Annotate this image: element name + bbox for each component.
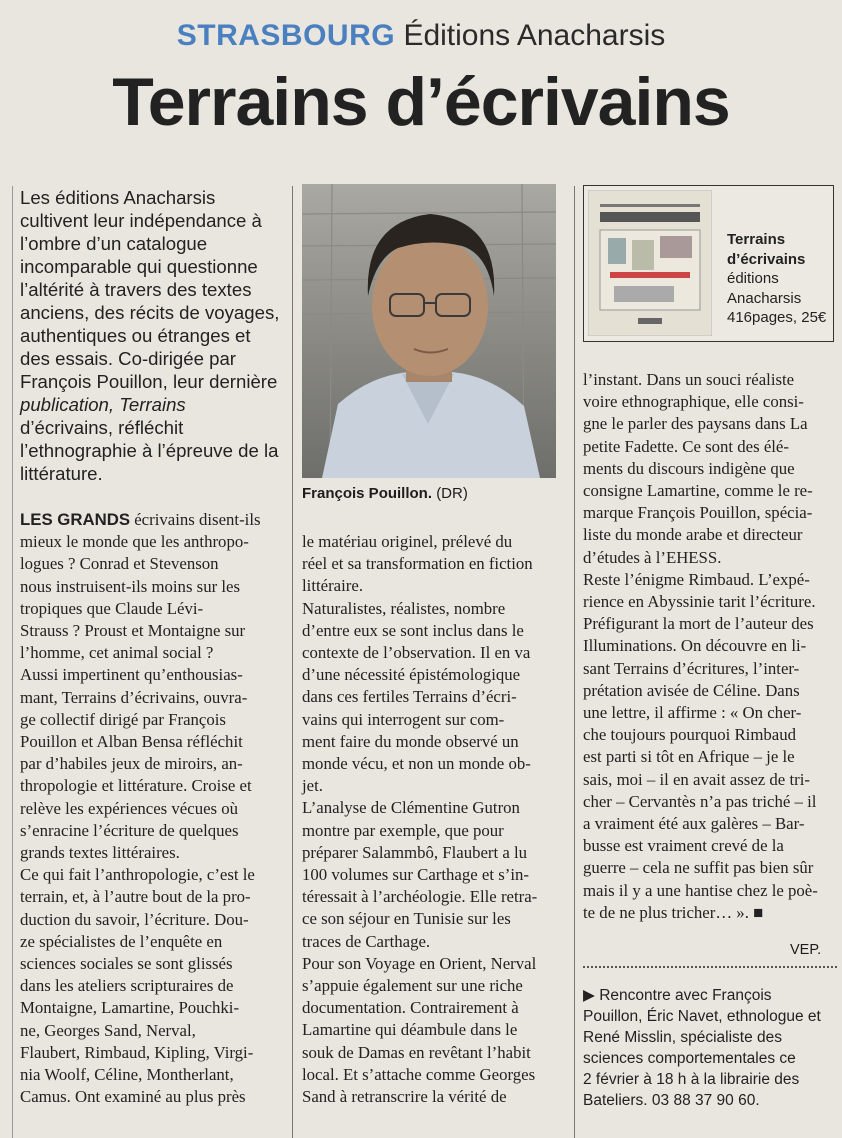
- publisher-label: Éditions Anacharsis: [403, 19, 666, 52]
- article-line: gne le parler des paysans dans La: [583, 414, 808, 434]
- book-title-line: d’écrivains: [727, 250, 806, 268]
- article-line: petite Fadette. Ce sont des élé-: [583, 436, 789, 456]
- article-line: mant, Terrains d’écrivains, ouvra-: [20, 687, 248, 707]
- author-photo: [302, 184, 556, 478]
- article-line: L’analyse de Clémentine Gutron: [302, 798, 520, 818]
- city-label: STRASBOURG: [176, 19, 396, 52]
- article-line: logues ? Conrad et Stevenson: [20, 554, 219, 574]
- article-line: dans ces fertiles Terrains d’écri-: [302, 687, 517, 707]
- article-line: mais il y a une hantise chez le poè-: [583, 880, 818, 900]
- margin-rule: [12, 186, 13, 1138]
- intro-line: l’ombre d’un catalogue: [20, 233, 208, 254]
- article-line: cher – Cervantès n’a pas triché – il: [583, 791, 817, 811]
- caption-name: François Pouillon.: [302, 485, 433, 502]
- article-line: littéraire.: [302, 576, 364, 596]
- article-line: prétation avisée de Céline. Dans: [583, 680, 800, 700]
- article-line: une lettre, il affirme : « On cher-: [583, 703, 802, 723]
- article-line: rience en Abyssinie tarit l’écriture.: [583, 592, 816, 612]
- article-line: le matériau originel, prélevé du: [302, 532, 513, 551]
- book-publisher-line: Anacharsis: [727, 289, 802, 307]
- intro-line: François Pouillon, leur dernière: [20, 371, 278, 392]
- intro-line: l’altérité à travers des textes: [20, 279, 252, 300]
- article-line: dans les ateliers scripturaires de: [20, 976, 234, 996]
- article-line: Flaubert, Rimbaud, Kipling, Virgi-: [20, 1042, 254, 1062]
- dotted-separator: [583, 966, 837, 968]
- intro-line: littérature.: [20, 463, 103, 484]
- article-line: nia Woolf, Céline, Montherlant,: [20, 1065, 234, 1085]
- article-line: liste du monde arabe et directeur: [583, 525, 803, 545]
- intro-paragraph: [20, 186, 282, 485]
- article-column-3: [583, 369, 839, 924]
- article-line: relève les expériences vécues où: [20, 798, 239, 818]
- article-line: l’homme, cet animal social ?: [20, 643, 214, 663]
- intro-line: anciens, des récits de voyages,: [20, 302, 280, 323]
- article-line: marque François Pouillon, spécia-: [583, 503, 813, 523]
- intro-line: authentiques ou étranges et: [20, 325, 251, 346]
- photo-caption: [302, 484, 582, 504]
- event-line: ▶ Rencontre avec François: [583, 987, 772, 1004]
- article-line: a vraiment été aux galères – Bar-: [583, 814, 805, 834]
- intro-line: cultivent leur indépendance à: [20, 210, 262, 231]
- article-line: réel et sa transformation en fiction: [302, 554, 533, 574]
- article-column-1: [20, 509, 286, 1108]
- article-line: Pouillon et Alban Bensa réfléchit: [20, 732, 243, 752]
- article-line: tropiques que Claude Lévi-: [20, 598, 204, 618]
- article-line: duction du savoir, l’écriture. Dou-: [20, 909, 249, 929]
- headline: Terrains d’écrivains: [112, 64, 730, 140]
- article-line: sais, moi – il en avait assez de tri-: [583, 769, 810, 789]
- intro-line: Les éditions Anacharsis: [20, 187, 216, 208]
- article-line: terrain, et, à l’autre bout de la pro-: [20, 887, 251, 907]
- event-notice: [583, 985, 841, 1111]
- article-line: préparer Salammbô, Flaubert a lu: [302, 842, 528, 862]
- intro-line: incomparable qui questionne: [20, 256, 258, 277]
- article-line: Sand à retranscrire la vérité de: [302, 1087, 507, 1107]
- intro-line: l’ethnographie à l’épreuve de la: [20, 440, 279, 461]
- article-line: guerre – cela ne suffit pas bien sûr: [583, 858, 814, 878]
- article-line: Strauss ? Proust et Montaigne sur: [20, 621, 246, 641]
- article-line: ment faire du monde observé un: [302, 731, 519, 751]
- article-line: d’études à l’EHESS.: [583, 547, 722, 567]
- article-line: ge collectif dirigé par François: [20, 709, 226, 729]
- article-line: contexte de l’observation. Il en va: [302, 643, 531, 663]
- intro-line: d’écrivains, réfléchit: [20, 417, 184, 438]
- book-publisher-line: éditions: [727, 270, 779, 287]
- event-line: René Misslin, spécialiste des: [583, 1029, 783, 1046]
- article-line: busse est vraiment crevé de la: [583, 836, 784, 856]
- book-cover-image: [588, 190, 712, 336]
- article-line: l’instant. Dans un souci réaliste: [583, 370, 795, 389]
- book-info: [727, 230, 831, 328]
- article-line: Pour son Voyage en Orient, Nerval: [302, 953, 537, 973]
- signature: VEP.: [790, 942, 822, 958]
- book-title-line: Terrains: [727, 231, 786, 248]
- article-line: local. Et s’attache comme Georges: [302, 1064, 536, 1084]
- article-line: Préfigurant la mort de l’auteur des: [583, 614, 814, 634]
- article-line: Lamartine qui déambule dans le: [302, 1020, 518, 1040]
- article-line: nous instruisent-ils moins sur les: [20, 576, 241, 596]
- event-line: sciences comportementales ce: [583, 1050, 796, 1067]
- article-line: LES GRANDS écrivains disent-ils: [20, 510, 261, 529]
- article-line: monde vécu, et non un monde ob-: [302, 754, 531, 774]
- column-rule: [292, 186, 293, 1138]
- event-line: Bateliers. 03 88 37 90 60.: [583, 1092, 760, 1109]
- article-line: documentation. Contrairement à: [302, 998, 519, 1018]
- article-line: traces de Carthage.: [302, 931, 431, 951]
- article-line: d’entre eux se sont inclus dans le: [302, 620, 524, 640]
- article-line: jet.: [302, 776, 323, 796]
- article-line: sant Terrains d’écritures, l’inter-: [583, 658, 800, 678]
- article-line: ne, Georges Sand, Nerval,: [20, 1020, 196, 1040]
- article-line: téressait à l’archéologie. Elle retra-: [302, 887, 538, 907]
- article-line: ce son séjour en Tunisie sur les: [302, 909, 511, 929]
- article-line: sciences sociales se sont glissés: [20, 954, 233, 974]
- article-line: che toujours pourquoi Rimbaud: [583, 725, 797, 745]
- article-line: Reste l’énigme Rimbaud. L’expé-: [583, 569, 810, 589]
- article-line: consigne Lamartine, comme le re-: [583, 481, 813, 501]
- article-line: vains qui interrogent sur com-: [302, 709, 505, 729]
- article-line: voire ethnographique, elle consi-: [583, 392, 804, 412]
- portrait-image: [302, 184, 556, 478]
- article-line: thropologie et littérature. Croise et: [20, 776, 252, 796]
- kicker: [0, 18, 842, 54]
- event-line: Pouillon, Éric Navet, ethnologue et: [583, 1008, 821, 1025]
- article-line: s’appuie également sur une riche: [302, 976, 523, 996]
- article-line: grands textes littéraires.: [20, 843, 180, 863]
- article-line: mieux le monde que les anthropo-: [20, 532, 249, 552]
- article-line: Naturalistes, réalistes, nombre: [302, 598, 506, 618]
- article-line: souk de Damas en revêtant l’habit: [302, 1042, 531, 1062]
- article-line: Camus. Ont examiné au plus près: [20, 1087, 246, 1107]
- book-details: 416pages, 25€: [727, 309, 827, 326]
- article-line: par d’habiles jeux de miroirs, an-: [20, 754, 243, 774]
- event-line: 2 février à 18 h à la librairie des: [583, 1071, 800, 1088]
- intro-line: des essais. Co-dirigée par: [20, 348, 236, 369]
- article-line: est parti si tôt en Afrique – je le: [583, 747, 795, 767]
- intro-line: publication, Terrains: [20, 394, 186, 415]
- article-line: Ce qui fait l’anthropologie, c’est le: [20, 865, 255, 885]
- book-info-box: [583, 185, 834, 342]
- article-line: d’une nécessité épistémologique: [302, 665, 521, 685]
- article-line: montre par exemple, que pour: [302, 820, 504, 840]
- lead-in: LES GRANDS: [20, 510, 131, 529]
- article-column-2: [302, 531, 562, 1108]
- article-line: s’enracine l’écriture de quelques: [20, 820, 239, 840]
- article-line: Aussi impertinent qu’enthousias-: [20, 665, 243, 685]
- article-line: 100 volumes sur Carthage et s’in-: [302, 865, 529, 885]
- column-rule: [574, 186, 575, 1138]
- article-line: Illuminations. On découvre en li-: [583, 636, 807, 656]
- book-cover: [588, 190, 712, 336]
- article-line: ze spécialistes de l’enquête en: [20, 931, 223, 951]
- caption-credit: (DR): [436, 485, 468, 502]
- article-line: te de ne plus tricher… ». ■: [583, 902, 764, 922]
- article-line: ments du discours indigène que: [583, 458, 795, 478]
- article-line: Montaigne, Lamartine, Pouchki-: [20, 998, 240, 1018]
